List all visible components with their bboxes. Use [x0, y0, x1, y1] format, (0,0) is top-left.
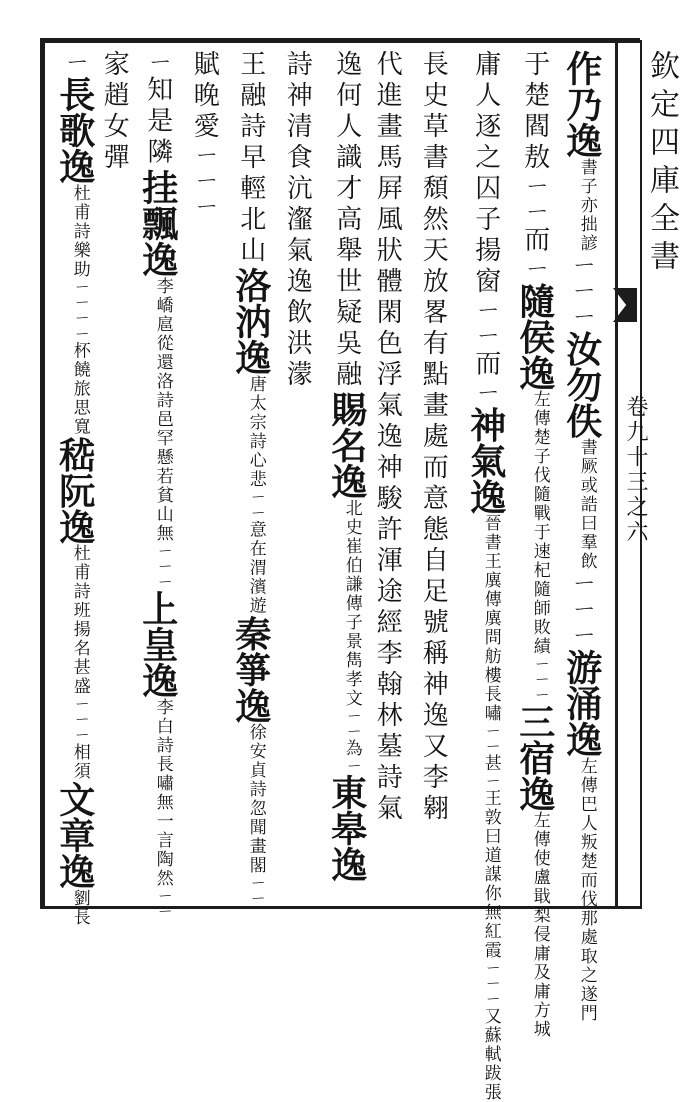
annotation-line: 劉	[69, 889, 90, 909]
annotation-line: 杜甫詩樂助ㄧㄧㄧ	[69, 183, 90, 326]
annotation-line: 唐太宗詩心悲ㄧ	[245, 375, 266, 505]
annotation-line: 左傳使盧戢梨	[529, 811, 550, 926]
annotation	[573, 438, 600, 571]
frame-right-rule	[615, 38, 618, 909]
entry-heading: 文章逸	[53, 781, 96, 890]
annotation-line: ㄧ杯饒旅思寬	[69, 325, 90, 437]
annotation	[149, 277, 176, 590]
body-text: ㄧㄧㄧ	[566, 571, 597, 649]
text-column	[99, 50, 130, 174]
body-text: ㄧㄧㄧ	[566, 253, 597, 331]
text-column	[464, 50, 507, 1102]
annotation-line: 晉書王廙傳廙問舫樓長嘯ㄧㄧ甚ㄧ王	[480, 514, 501, 809]
annotation	[573, 757, 600, 1023]
annotation-line: 諺	[576, 234, 597, 253]
entry-heading: 上皇逸	[136, 589, 179, 698]
entry-heading: 挂飄逸	[136, 168, 179, 277]
text-column	[136, 50, 179, 919]
entry-heading: 洛汭逸	[229, 267, 272, 375]
entry-heading: 作乃逸	[560, 50, 603, 158]
annotation-line: 左傳巴人叛楚而	[576, 756, 597, 890]
text-column	[229, 50, 272, 907]
annotation	[149, 698, 176, 919]
body-text: 詩神清食沆瀣氣逸飲洪濛	[282, 50, 313, 391]
annotation-line: 侵庸及庸方城	[529, 925, 550, 1040]
entry-heading: 秦箏逸	[229, 615, 272, 724]
frame-top-rule	[40, 38, 640, 43]
body-text: 王融詩早輕北山	[235, 50, 266, 267]
entry-heading: 隨侯逸	[513, 282, 556, 391]
annotation	[242, 723, 269, 906]
entry-heading: 神氣逸	[464, 406, 507, 515]
entry-heading: 東皋逸	[325, 773, 368, 882]
annotation	[242, 375, 269, 615]
annotation	[526, 811, 553, 1039]
text-column	[325, 50, 368, 882]
body-text: 代進畫馬屛風狀體閑色浮氣逸神駿許渾途經李翰林墓詩氣	[372, 50, 403, 825]
annotation-line: 書厥或誥曰	[576, 438, 597, 534]
annotation-line: 李嶠扈從還洛詩邑罕	[152, 276, 173, 448]
body-text: ㄧ知是隣	[142, 50, 173, 169]
text-column	[53, 50, 96, 928]
text-column	[418, 50, 449, 825]
annotation-line: ㄧ意在渭濱遊	[245, 504, 266, 616]
body-text: 家趙女彈	[99, 50, 130, 174]
annotation	[66, 544, 93, 781]
annotation-line: 雋孝文ㄧㄧ為ㄧ	[341, 651, 362, 774]
annotation	[573, 158, 600, 253]
annotation-line: 一言陶然ㄧㄧ	[152, 811, 173, 919]
annotation-line: 北史崔伯謙傳子景	[341, 499, 362, 651]
frame-left-rule	[40, 38, 45, 909]
annotation	[66, 889, 93, 927]
entry-heading: 三宿逸	[513, 703, 556, 812]
entry-heading: 賜名逸	[325, 391, 368, 499]
text-column	[560, 50, 603, 1023]
annotation-line: 杞隨師敗績ㄧㄧㄧ	[529, 561, 550, 704]
annotation-line: 聞畫閣ㄧㄧ	[245, 818, 266, 907]
annotation-line: 徐安貞詩忽	[245, 723, 266, 819]
body-text: 庸人逐之囚子揚窗ㄧㄧ而ㄧ	[470, 50, 501, 407]
annotation-line: 盛ㄧㄧㄧ相須	[69, 677, 90, 782]
entry-heading: 嵇阮逸	[53, 436, 96, 545]
annotation-line: 伐那處取之遂門	[576, 889, 597, 1023]
annotation-line: 長	[69, 908, 90, 928]
annotation-line: 書子亦拙	[576, 158, 597, 234]
text-column	[513, 50, 556, 1040]
text-column	[189, 50, 220, 221]
annotation-line: 羣飲	[576, 533, 597, 572]
entry-heading: 長歌逸	[53, 75, 96, 184]
body-text: 長史草書頹然天放畧有點畫處而意態自足號稱神逸又李翱	[418, 50, 449, 825]
entry-heading: 汝勿佚	[560, 330, 603, 439]
annotation	[338, 499, 365, 774]
annotation-line: 杜甫詩班揚名甚	[69, 544, 90, 678]
text-column	[282, 50, 313, 391]
annotation-line: 敦曰道謀你無紅霞ㄧㄧㄧ又蘇軾跋張	[480, 808, 501, 1102]
entry-heading: 游涌逸	[560, 648, 603, 757]
body-text: 逸何人識才高舉世疑吳融	[331, 50, 362, 391]
body-text: 賦晚愛ㄧㄧㄧ	[189, 50, 220, 221]
body-text: 于楚閻敖ㄧㄧ而ㄧ	[519, 50, 550, 283]
annotation-line: 左傳楚子伐隨戰于速	[529, 390, 550, 562]
side-title: 欽定四庫全書	[644, 50, 679, 278]
annotation-line: 懸若貧山無ㄧㄧㄧ	[152, 447, 173, 590]
annotation	[526, 390, 553, 703]
body-text: ㄧ	[59, 50, 90, 76]
annotation	[477, 514, 504, 1102]
side-volume-label: 卷九十三之六	[623, 395, 648, 545]
annotation-line: 李白詩長嘯無	[152, 697, 173, 812]
text-column	[372, 50, 403, 825]
annotation	[66, 184, 93, 436]
